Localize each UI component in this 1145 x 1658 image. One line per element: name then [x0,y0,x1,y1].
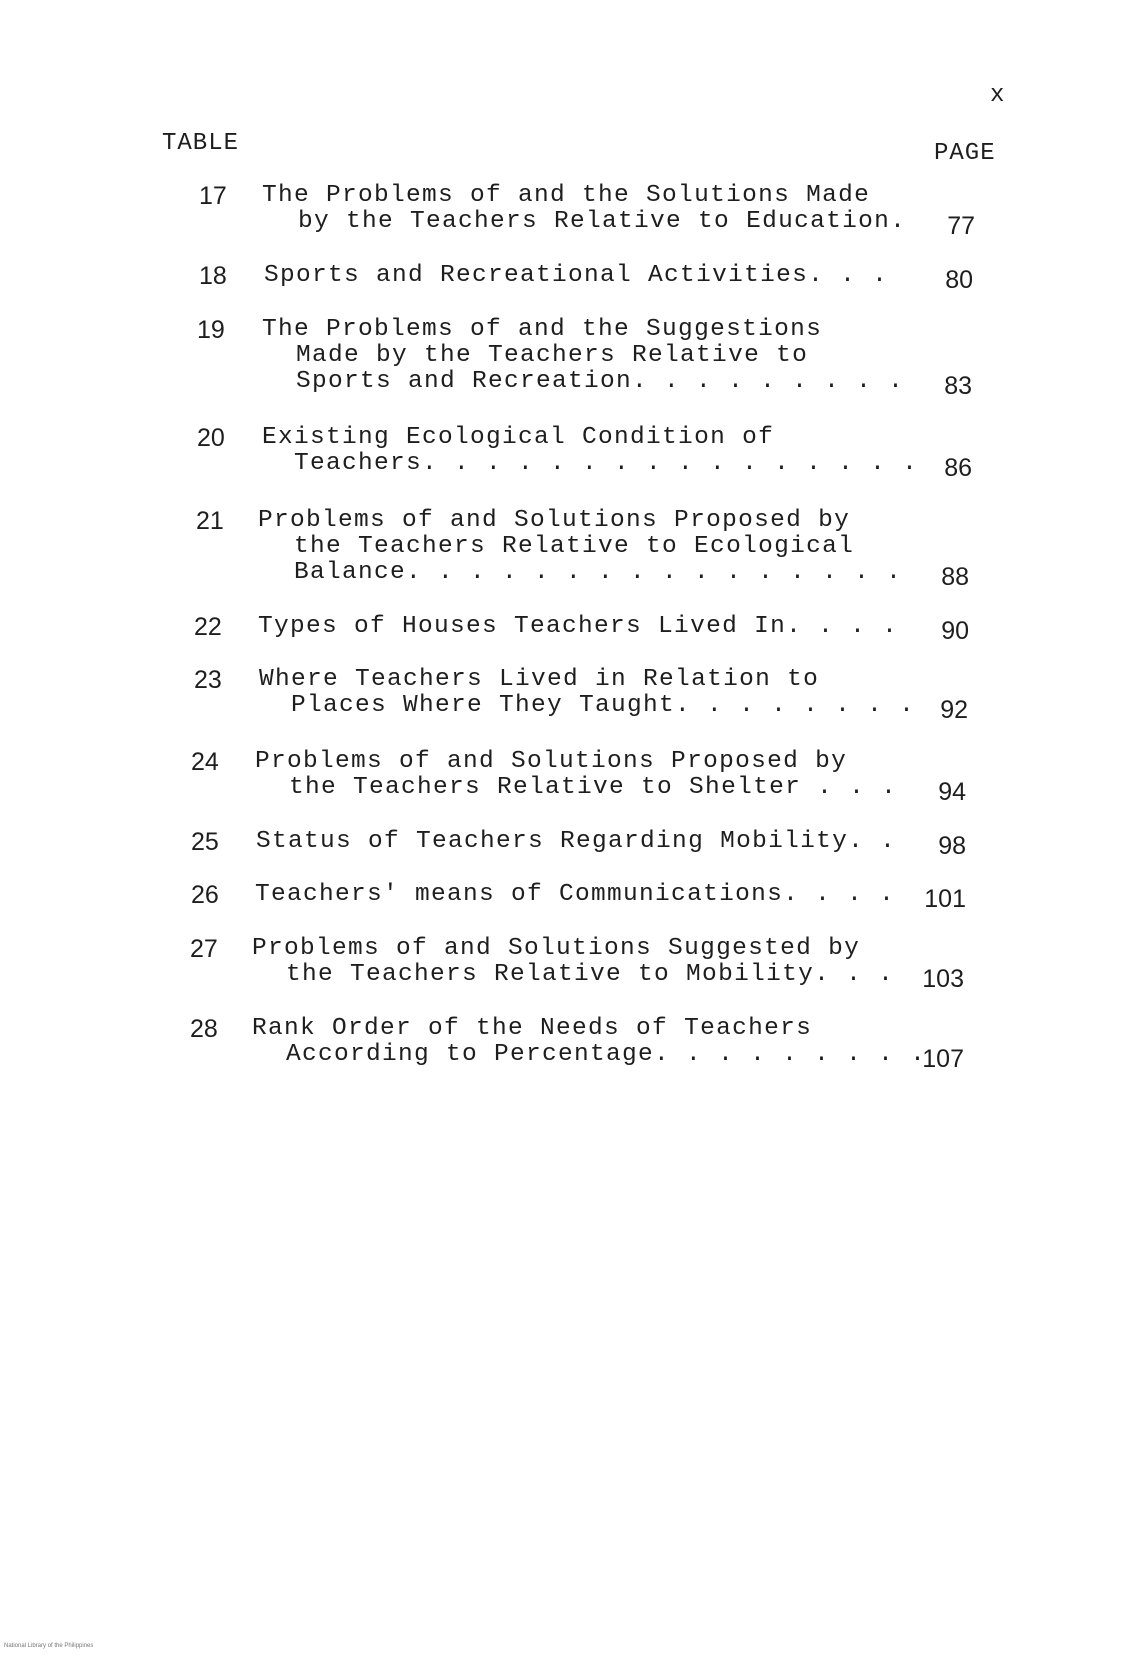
table-title-line: Places Where They Taught. . . . . . . . [291,692,916,719]
scan-footer: National Library of the Philippines [4,1643,94,1649]
table-title-line: Where Teachers Lived in Relation to [259,666,820,693]
table-title-line: Made by the Teachers Relative to [296,342,809,369]
page-reference: 86 [944,454,972,482]
table-title-line: Problems of and Solutions Proposed by [258,507,851,534]
page-reference: 92 [940,696,968,724]
page-column-header: PAGE [934,140,996,167]
page-reference: 90 [941,617,969,645]
table-title-line: Problems of and Solutions Proposed by [255,748,848,775]
table-title-line: Problems of and Solutions Suggested by [252,935,861,962]
table-title-line: the Teachers Relative to Mobility. . . [286,961,895,988]
table-title-line: Status of Teachers Regarding Mobility. . [256,828,897,855]
page-reference: 101 [924,885,966,913]
table-title-line: Balance. . . . . . . . . . . . . . . . [294,559,903,586]
table-number: 25 [191,828,219,856]
table-title-line: Sports and Recreational Activities. . . [264,262,889,289]
table-number: 17 [199,182,227,210]
page-reference: 107 [922,1045,964,1073]
page-number: x [990,82,1005,109]
table-title-line: Types of Houses Teachers Lived In. . . . [258,613,899,640]
table-title-line: Rank Order of the Needs of Teachers [252,1015,813,1042]
table-title-line: The Problems of and the Solutions Made [262,182,871,209]
table-number: 27 [190,935,218,963]
table-title-line: Existing Ecological Condition of [262,424,775,451]
page-reference: 77 [947,212,975,240]
table-title-line: Teachers' means of Communications. . . . [255,881,896,908]
table-number: 26 [191,881,219,909]
table-title-line: Teachers. . . . . . . . . . . . . . . . [294,450,919,477]
table-number: 18 [199,262,227,290]
table-column-header: TABLE [162,130,240,157]
table-number: 24 [191,748,219,776]
page-reference: 83 [944,372,972,400]
page-reference: 88 [941,563,969,591]
table-number: 19 [197,316,225,344]
table-number: 23 [194,666,222,694]
page-reference: 98 [938,832,966,860]
table-title-line: The Problems of and the Suggestions [262,316,823,343]
table-title-line: by the Teachers Relative to Education. [298,208,907,235]
page-reference: 80 [945,266,973,294]
table-title-line: the Teachers Relative to Shelter . . . [289,774,898,801]
table-title-line: According to Percentage. . . . . . . . . [286,1041,927,1068]
table-title-line: Sports and Recreation. . . . . . . . . [296,368,905,395]
table-number: 28 [190,1015,218,1043]
table-number: 22 [194,613,222,641]
page-reference: 94 [938,778,966,806]
table-number: 20 [197,424,225,452]
table-number: 21 [196,507,224,535]
table-title-line: the Teachers Relative to Ecological [294,533,855,560]
page-reference: 103 [922,965,964,993]
